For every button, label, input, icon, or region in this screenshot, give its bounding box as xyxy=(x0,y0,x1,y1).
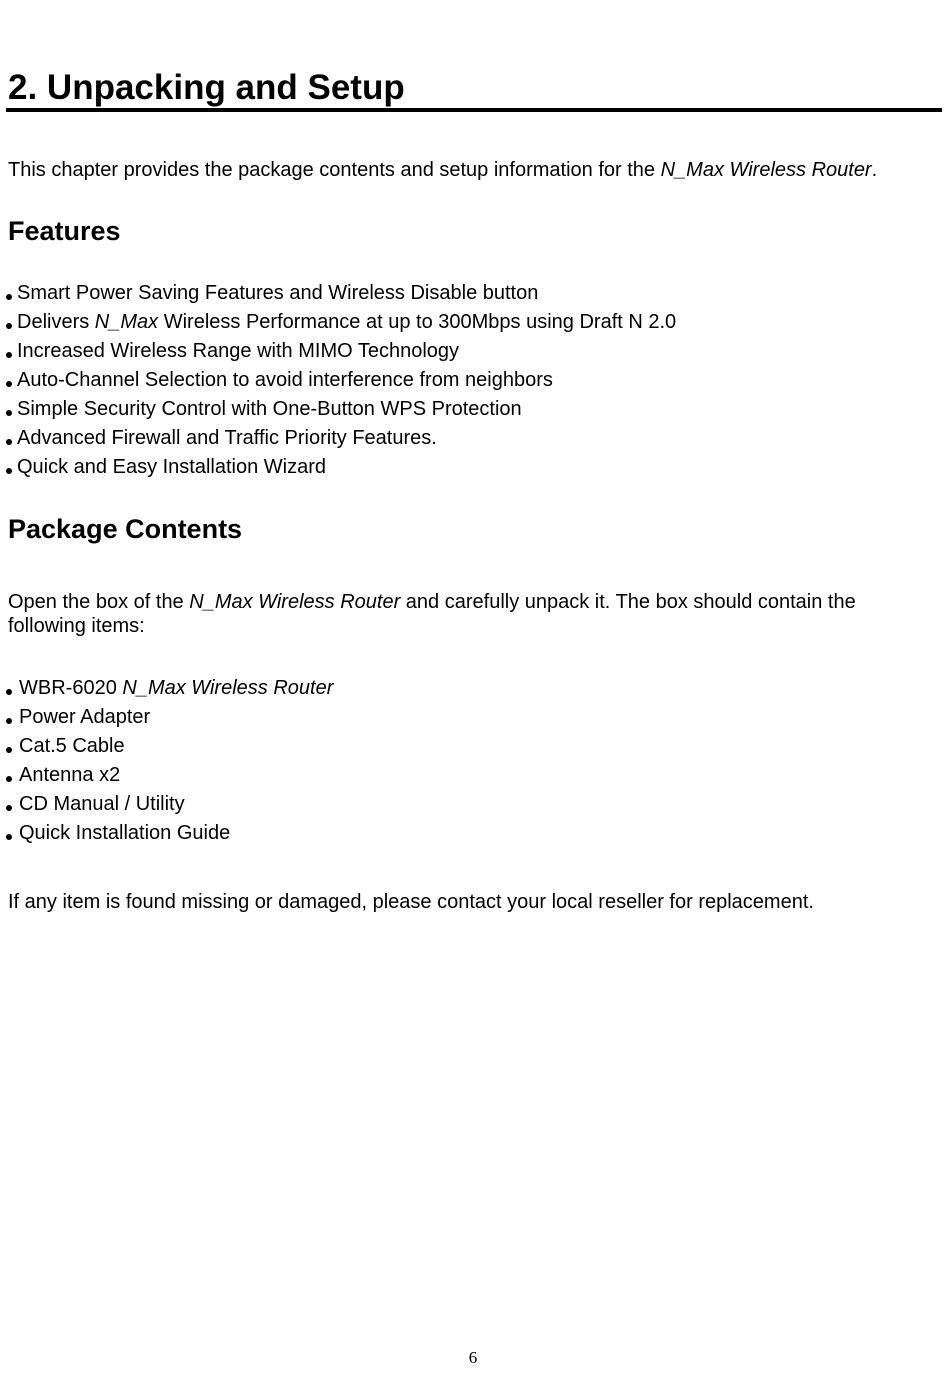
package-item-text: Cat.5 Cable xyxy=(19,735,125,757)
bullet-icon xyxy=(6,439,12,445)
bullet-icon xyxy=(6,805,12,811)
list-item xyxy=(6,761,333,790)
feature-text: Simple Security Control with One-Button WPS Protection xyxy=(17,398,522,420)
intro-text: This chapter provides the package contents and setup information for the xyxy=(8,159,661,181)
package-item-text: Antenna x2 xyxy=(19,764,121,786)
package-intro-text-end: and carefully unpack it. The box should contain the xyxy=(400,591,856,613)
intro-paragraph xyxy=(8,158,877,182)
package-item-italic: N_Max Wireless Router xyxy=(122,677,334,699)
feature-text: Smart Power Saving Features and Wireless Disable button xyxy=(17,282,539,304)
list-item xyxy=(6,337,676,366)
closing-note: If any item is found missing or damaged, please contact your local reseller for replacement. xyxy=(8,891,814,913)
package-item-text: CD Manual / Utility xyxy=(19,793,185,815)
package-item-text: Power Adapter xyxy=(19,706,151,728)
bullet-icon xyxy=(6,352,12,358)
features-heading: Features xyxy=(8,216,121,246)
list-item xyxy=(6,424,676,453)
package-intro-line-2: following items: xyxy=(8,615,145,637)
package-item-text: Quick Installation Guide xyxy=(19,822,231,844)
feature-text: Auto-Channel Selection to avoid interference from neighbors xyxy=(17,369,553,391)
bullet-icon xyxy=(6,410,12,416)
list-item xyxy=(6,395,676,424)
bullet-icon xyxy=(6,689,12,695)
list-item xyxy=(6,308,676,337)
list-item xyxy=(6,453,676,482)
feature-text: Quick and Easy Installation Wizard xyxy=(17,456,327,478)
feature-text: Delivers xyxy=(17,311,95,333)
feature-text-end: Wireless Performance at up to 300Mbps using Draft N 2.0 xyxy=(158,311,677,333)
list-item xyxy=(6,732,333,761)
package-intro-product-name: N_Max Wireless Router xyxy=(189,591,401,613)
list-item xyxy=(6,819,333,848)
page-number: 6 xyxy=(468,1348,478,1367)
title-underline-rule xyxy=(6,108,942,112)
bullet-icon xyxy=(6,834,12,840)
bullet-icon xyxy=(6,468,12,474)
feature-text: Increased Wireless Range with MIMO Technology xyxy=(17,340,460,362)
list-item xyxy=(6,703,333,732)
list-item xyxy=(6,790,333,819)
package-items-list xyxy=(6,674,333,848)
feature-text: Advanced Firewall and Traffic Priority Features. xyxy=(17,427,437,449)
package-item-text: WBR-6020 xyxy=(19,677,123,699)
bullet-icon xyxy=(6,747,12,753)
bullet-icon xyxy=(6,776,12,782)
bullet-icon xyxy=(6,718,12,724)
bullet-icon xyxy=(6,294,12,300)
package-intro-text: Open the box of the xyxy=(8,591,190,613)
package-contents-heading: Package Contents xyxy=(8,514,243,544)
package-intro-line-1 xyxy=(8,590,856,614)
bullet-icon xyxy=(6,381,12,387)
list-item xyxy=(6,366,676,395)
intro-text-end: . xyxy=(871,159,878,181)
list-item xyxy=(6,279,676,308)
intro-product-name: N_Max Wireless Router xyxy=(660,159,872,181)
features-list xyxy=(6,279,676,482)
bullet-icon xyxy=(6,323,12,329)
chapter-title: 2. Unpacking and Setup xyxy=(8,68,405,107)
list-item xyxy=(6,674,333,703)
feature-italic: N_Max xyxy=(94,311,159,333)
